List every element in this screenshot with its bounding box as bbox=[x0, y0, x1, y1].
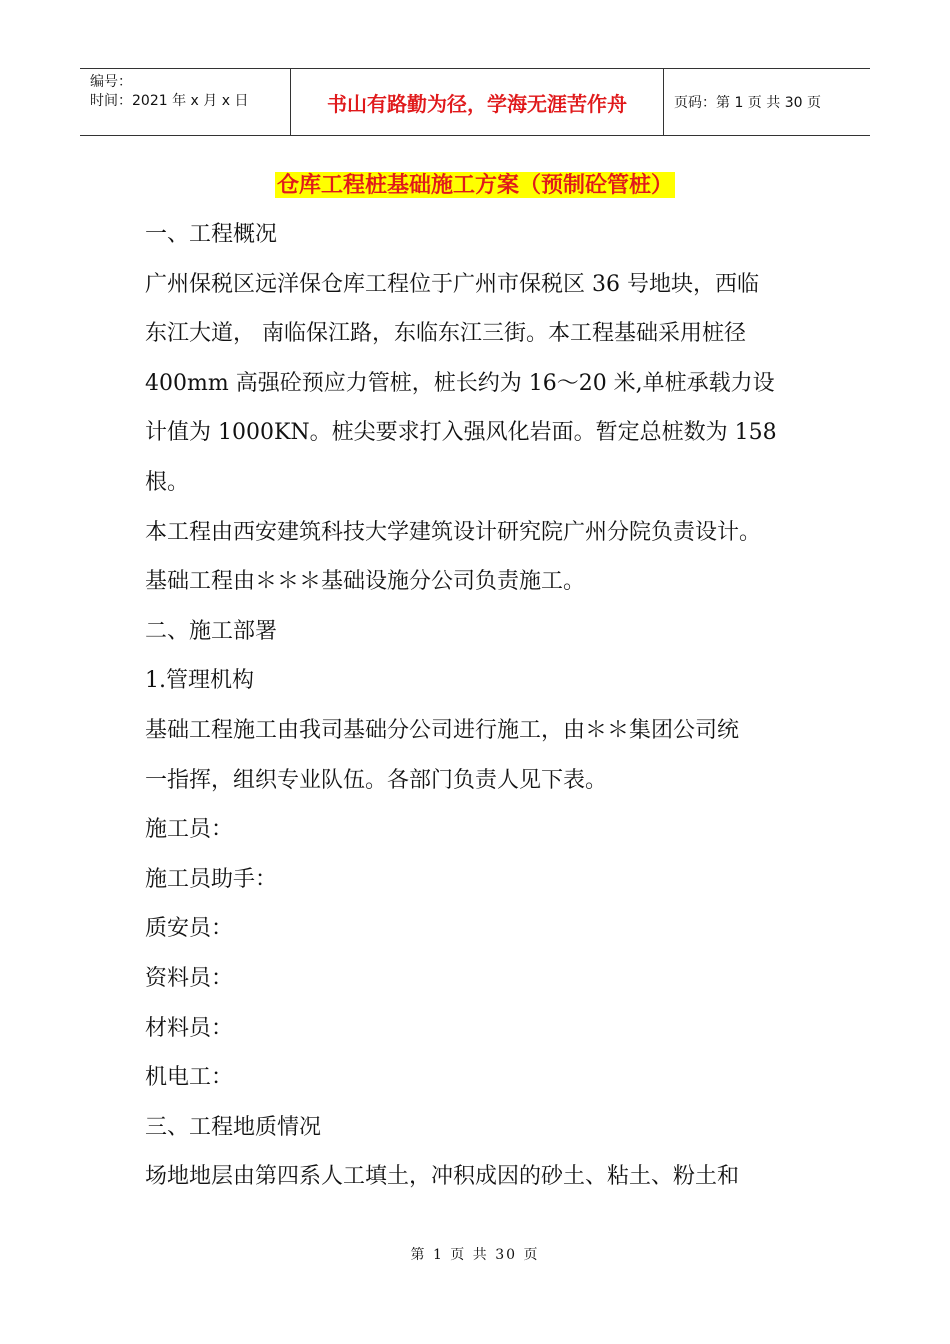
body-line: 东江大道， 南临保江路，东临东江三街。本工程基础采用桩径 bbox=[145, 321, 746, 347]
body-line: 根。 bbox=[145, 469, 190, 495]
body-line: 基础工程施工由我司基础分公司进行施工，由＊＊集团公司统 bbox=[145, 717, 740, 743]
body-line: 二、施工部署 bbox=[145, 618, 278, 644]
header-motto: 书山有路勤为径，学海无涯苦作舟 bbox=[291, 69, 664, 136]
body-line: 一指挥，组织专业队伍。各部门负责人见下表。 bbox=[145, 767, 608, 793]
number-label: 编号： bbox=[90, 74, 132, 90]
body-line: 1.管理机构 bbox=[145, 668, 254, 694]
header-meta-cell bbox=[80, 69, 291, 136]
body-line: 质安员： bbox=[145, 916, 234, 942]
body-line: 三、工程地质情况 bbox=[145, 1114, 322, 1140]
body-line: 基础工程由＊＊＊基础设施分公司负责施工。 bbox=[145, 569, 586, 595]
body-line: 资料员： bbox=[145, 965, 234, 991]
page-footer: 第 1 页 共 30 页 bbox=[410, 1247, 540, 1263]
document-header bbox=[80, 68, 870, 136]
body-line: 400mm 高强砼预应力管桩，桩长约为 16～20 米,单桩承载力设 bbox=[145, 370, 775, 396]
document-body bbox=[145, 210, 815, 1202]
body-line: 场地地层由第四系人工填土，冲积成因的砂土、粘土、粉土和 bbox=[145, 1164, 740, 1190]
body-line: 计值为 1000KN。桩尖要求打入强风化岩面。暂定总桩数为 158 bbox=[145, 420, 777, 446]
body-line: 一、工程概况 bbox=[145, 222, 278, 247]
header-page-info: 页码：第 1 页 共 30 页 bbox=[664, 69, 871, 136]
document-title-wrap bbox=[0, 170, 950, 200]
body-line: 施工员助手： bbox=[145, 866, 278, 892]
time-label: 时间：2021 年 x 月 x 日 bbox=[90, 93, 249, 109]
body-line: 机电工： bbox=[145, 1065, 234, 1091]
body-line: 材料员： bbox=[145, 1015, 234, 1041]
body-line: 本工程由西安建筑科技大学建筑设计研究院广州分院负责设计。 bbox=[145, 519, 762, 545]
body-line: 广州保税区远洋保仓库工程位于广州市保税区 36 号地块，西临 bbox=[145, 271, 759, 297]
body-line: 施工员： bbox=[145, 817, 234, 843]
document-title: 仓库工程桩基础施工方案（预制砼管桩） bbox=[276, 172, 673, 198]
